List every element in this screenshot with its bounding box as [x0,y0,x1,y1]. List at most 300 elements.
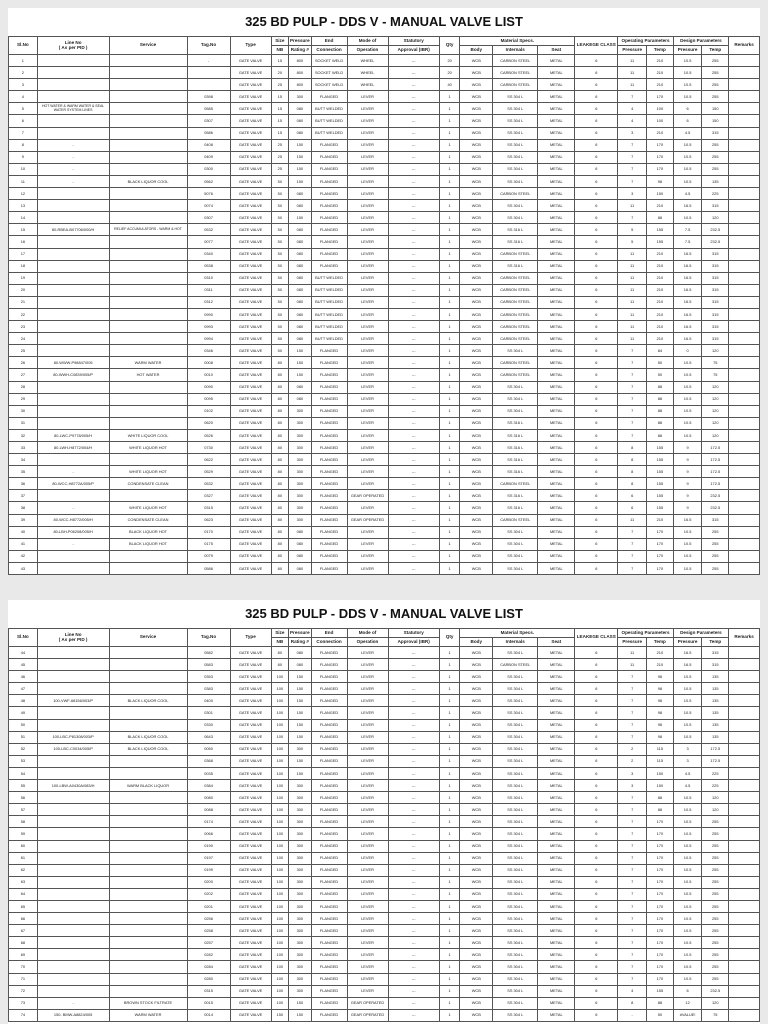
cell-size: 100 [271,985,288,997]
cell-size: 100 [271,743,288,755]
cell-line-no: 100-LBW-A0430A/083/H [37,780,109,792]
cell-leakage-class: 6 [575,985,618,997]
cell-line-no: 80-WCC-H8772A/005/P [37,478,109,490]
cell-op-temp: 170 [647,973,674,985]
cell-design-temp: 135 [702,707,729,719]
cell-rating: 300 [289,454,312,466]
cell-mode-of-operation: LEVER [347,357,388,369]
cell-end-connection: FLANGED [311,876,347,888]
cell-qty: 1 [439,550,460,562]
cell-op-temp: 170 [647,562,674,574]
cell-seat: METAL [538,743,575,755]
cell-qty: 1 [439,284,460,296]
cell-tag-no: 0582 [187,647,230,659]
cell-type: GATE VALVE [230,671,271,683]
cell-slno: 63 [9,876,38,888]
cell-internals: SS 304 L [493,900,538,912]
cell-qty: 1 [439,115,460,127]
cell-design-temp: 315 [702,659,729,671]
cell-mode-of-operation: LEVER [347,755,388,767]
cell-rating: 300 [289,490,312,502]
cell-line-no [37,381,109,393]
cell-slno: 46 [9,671,38,683]
cell-design-temp: 255 [702,79,729,91]
cell-mode-of-operation: LEVER [347,224,388,236]
cell-seat: METAL [538,937,575,949]
cell-design-temp: 255 [702,816,729,828]
cell-qty: 1 [439,647,460,659]
cell-op-temp: 98 [647,707,674,719]
cell-body: WCB [460,792,493,804]
cell-qty: 1 [439,248,460,260]
cell-slno: 20 [9,284,38,296]
cell-internals: CARBON STEEL [493,79,538,91]
cell-line-no [37,683,109,695]
cell-design-pressure: 10.5 [673,212,702,224]
cell-statutory-approval: --- [388,345,439,357]
cell-op-pressure: 11 [618,272,647,284]
cell-qty: 1 [439,925,460,937]
cell-rating: 300 [289,888,312,900]
cell-tag-no: 0532 [187,224,230,236]
cell-statutory-approval: --- [388,562,439,574]
table-row [9,417,760,429]
cell-service [109,103,187,115]
cell-seat: METAL [538,308,575,320]
cell-op-pressure: 7 [618,91,647,103]
cell-body: WCB [460,55,493,67]
cell-body: WCB [460,888,493,900]
cell-design-temp: 232.5 [702,224,729,236]
cell-tag-no: 0015 [187,997,230,1009]
cell-slno: 66 [9,913,38,925]
cell-size: 80 [271,393,288,405]
cell-qty: 1 [439,743,460,755]
cell-leakage-class: 6 [575,840,618,852]
cell-mode-of-operation: LEVER [347,212,388,224]
cell-body: WCB [460,514,493,526]
cell-op-pressure: 11 [618,659,647,671]
cell-design-temp: 255 [702,888,729,900]
cell-internals: CARBON STEEL [493,514,538,526]
cell-service: WHITE LIQUOR HOT [109,466,187,478]
cell-slno: 62 [9,864,38,876]
cell-line-no [37,188,109,200]
cell-type: GATE VALVE [230,792,271,804]
cell-qty: 1 [439,985,460,997]
cell-service [109,913,187,925]
col-header-material-specs: Material Specs. [460,629,575,638]
cell-statutory-approval: --- [388,115,439,127]
cell-line-no [37,816,109,828]
cell-type: GATE VALVE [230,284,271,296]
cell-size: 50 [271,200,288,212]
cell-internals: SS 316 L [493,260,538,272]
cell-op-pressure: 7 [618,369,647,381]
cell-leakage-class: 6 [575,454,618,466]
cell-seat: METAL [538,272,575,284]
cell-design-temp: 120 [702,345,729,357]
cell-rating: 150 [289,163,312,175]
cell-body: WCB [460,248,493,260]
cell-op-pressure: 11 [618,296,647,308]
cell-mode-of-operation: LEVER [347,429,388,441]
cell-design-temp: 255 [702,864,729,876]
cell-service [109,79,187,91]
cell-type: GATE VALVE [230,937,271,949]
cell-slno: 60 [9,840,38,852]
cell-size: 100 [271,816,288,828]
cell-line-no [37,115,109,127]
cell-rating: 080 [289,647,312,659]
cell-tag-no: 0307 [187,115,230,127]
cell-type: GATE VALVE [230,852,271,864]
cell-op-pressure: 7 [618,345,647,357]
col-header-line-no: Line No ( As per PID ) [37,629,109,647]
cell-service [109,248,187,260]
sheet-page-2 [8,600,760,1024]
table-row [9,163,760,175]
cell-leakage-class: 6 [575,562,618,574]
cell-qty: 1 [439,538,460,550]
cell-remarks [729,308,760,320]
cell-seat: METAL [538,804,575,816]
cell-slno: 43 [9,562,38,574]
cell-end-connection: FLANGED [311,526,347,538]
cell-mode-of-operation: LEVER [347,973,388,985]
cell-service: HOT WATER [109,369,187,381]
cell-leakage-class: 6 [575,828,618,840]
cell-internals: SS 316 L [493,224,538,236]
cell-op-pressure: 7 [618,357,647,369]
cell-rating: 150 [289,357,312,369]
cell-qty: 1 [439,913,460,925]
cell-slno: 64 [9,888,38,900]
cell-tag-no: 0257 [187,937,230,949]
cell-slno: 72 [9,985,38,997]
cell-internals: SS 304 L [493,925,538,937]
cell-type: GATE VALVE [230,369,271,381]
cell-service [109,550,187,562]
cell-size: 100 [271,683,288,695]
cell-op-pressure: 7 [618,852,647,864]
cell-mode-of-operation: LEVER [347,961,388,973]
cell-service [109,236,187,248]
cell-mode-of-operation: LEVER [347,381,388,393]
cell-op-pressure: 7 [618,139,647,151]
cell-line-no [37,308,109,320]
cell-statutory-approval: --- [388,671,439,683]
cell-seat: METAL [538,55,575,67]
cell-design-pressure: 4.5 [673,188,702,200]
cell-op-pressure: 7 [618,163,647,175]
cell-remarks [729,296,760,308]
cell-service: WARM BLACK LIQUOR [109,780,187,792]
cell-rating: 150 [289,151,312,163]
cell-qty: 1 [439,707,460,719]
cell-tag-no: 0353 [187,671,230,683]
cell-leakage-class: 6 [575,163,618,175]
cell-design-pressure: 7.5 [673,224,702,236]
cell-line-no [37,405,109,417]
table-row [9,792,760,804]
cell-rating: 300 [289,840,312,852]
table-row [9,296,760,308]
cell-type: GATE VALVE [230,200,271,212]
cell-line-no: 100-LBC-P81308/003/P [37,731,109,743]
cell-op-temp: 50 [647,1009,674,1021]
cell-internals: SS 304 L [493,828,538,840]
cell-type: GATE VALVE [230,526,271,538]
cell-tag-no: 0562 [187,175,230,187]
cell-op-temp: 210 [647,260,674,272]
cell-remarks [729,163,760,175]
cell-seat: METAL [538,478,575,490]
cell-end-connection: FLANGED [311,212,347,224]
cell-body: WCB [460,767,493,779]
cell-tag-no: 0035 [187,767,230,779]
cell-type: GATE VALVE [230,296,271,308]
cell-design-pressure: 10.5 [673,695,702,707]
table-row [9,405,760,417]
cell-design-pressure: 16.5 [673,321,702,333]
cell-body: WCB [460,731,493,743]
cell-slno: 69 [9,949,38,961]
cell-design-temp: 255 [702,949,729,961]
cell-service: CONDENSATE CLEAN [109,478,187,490]
cell-line-no [37,91,109,103]
cell-end-connection: FLANGED [311,985,347,997]
cell-tag-no: 0079 [187,550,230,562]
cell-tag-no: 0529 [187,466,230,478]
cell-body: WCB [460,743,493,755]
cell-op-temp: 98 [647,683,674,695]
cell-end-connection: FLANGED [311,780,347,792]
table-row [9,79,760,91]
cell-statutory-approval: --- [388,79,439,91]
cell-tag-no: 0280 [187,973,230,985]
cell-tag-no: - [187,55,230,67]
cell-body: WCB [460,212,493,224]
table-row [9,925,760,937]
cell-rating: 300 [289,478,312,490]
cell-leakage-class: 6 [575,719,618,731]
cell-seat: METAL [538,67,575,79]
cell-body: WCB [460,913,493,925]
cell-qty: 1 [439,369,460,381]
cell-rating: 150 [289,767,312,779]
cell-op-pressure: 8 [618,997,647,1009]
cell-op-pressure: 7 [618,526,647,538]
cell-design-pressure: 9 [673,478,702,490]
cell-design-temp: 315 [702,127,729,139]
cell-qty: 1 [439,997,460,1009]
cell-op-temp: 170 [647,888,674,900]
table-row [9,55,760,67]
cell-leakage-class: 6 [575,67,618,79]
cell-qty: 1 [439,937,460,949]
cell-rating: 300 [289,816,312,828]
cell-leakage-class: 6 [575,997,618,1009]
table-header [9,37,760,55]
col-header-operation: Operation [347,46,388,55]
cell-seat: METAL [538,369,575,381]
cell-slno: 33 [9,442,38,454]
cell-end-connection: BUTT WELDED [311,103,347,115]
cell-service [109,308,187,320]
cell-size: 15 [271,127,288,139]
cell-leakage-class: 6 [575,490,618,502]
cell-leakage-class: 6 [575,937,618,949]
cell-service: BLACK LIQUOR HOT [109,526,187,538]
cell-design-temp: 255 [702,961,729,973]
cell-design-pressure: 10.5 [673,562,702,574]
cell-body: WCB [460,442,493,454]
cell-design-pressure: 16.5 [673,308,702,320]
cell-remarks [729,345,760,357]
cell-design-pressure: 10.5 [673,792,702,804]
cell-mode-of-operation: LEVER [347,236,388,248]
cell-slno: 49 [9,707,38,719]
cell-op-temp: 88 [647,429,674,441]
cell-type: GATE VALVE [230,888,271,900]
cell-op-temp: 98 [647,719,674,731]
page-title: 325 BD PULP - DDS V - MANUAL VALVE LIST [245,606,523,621]
cell-tag-no: 0398 [187,91,230,103]
cell-rating: 080 [289,333,312,345]
cell-op-pressure: 7 [618,804,647,816]
cell-size: 100 [271,961,288,973]
cell-leakage-class: 6 [575,103,618,115]
cell-tag-no: 0197 [187,852,230,864]
cell-internals: SS 304 L [493,731,538,743]
cell-type: GATE VALVE [230,417,271,429]
cell-remarks [729,369,760,381]
cell-body: WCB [460,272,493,284]
cell-leakage-class: 6 [575,357,618,369]
cell-line-no [37,236,109,248]
cell-remarks [729,961,760,973]
cell-seat: METAL [538,767,575,779]
cell-statutory-approval: --- [388,260,439,272]
cell-slno: 7 [9,127,38,139]
cell-service [109,260,187,272]
cell-seat: METAL [538,151,575,163]
cell-type: GATE VALVE [230,321,271,333]
cell-op-pressure: 7 [618,151,647,163]
cell-qty: 1 [439,780,460,792]
cell-rating: 080 [289,296,312,308]
cell-design-pressure: 10.5 [673,369,702,381]
cell-leakage-class: 6 [575,296,618,308]
cell-design-temp: 255 [702,913,729,925]
cell-type: GATE VALVE [230,719,271,731]
cell-seat: METAL [538,490,575,502]
cell-op-temp: 88 [647,417,674,429]
cell-op-pressure: 7 [618,792,647,804]
cell-leakage-class: 6 [575,429,618,441]
cell-service [109,961,187,973]
cell-remarks [729,828,760,840]
cell-tag-no: 0993 [187,321,230,333]
cell-internals: SS 304 L [493,755,538,767]
cell-leakage-class: 6 [575,647,618,659]
cell-tag-no: 0330 [187,719,230,731]
cell-statutory-approval: --- [388,647,439,659]
cell-type: GATE VALVE [230,780,271,792]
cell-statutory-approval: --- [388,103,439,115]
cell-end-connection: BUTT WELDED [311,333,347,345]
cell-remarks [729,695,760,707]
cell-end-connection: FLANGED [311,647,347,659]
cell-line-no: 80-LWH-H8772/004/H [37,442,109,454]
cell-internals: CARBON STEEL [493,248,538,260]
cell-statutory-approval: --- [388,828,439,840]
cell-mode-of-operation: LEVER [347,115,388,127]
cell-size: 80 [271,514,288,526]
col-header-qty: Qty [439,629,460,647]
cell-slno: 56 [9,792,38,804]
table-row [9,369,760,381]
cell-statutory-approval: --- [388,538,439,550]
col-header-nb: NB [271,46,288,55]
cell-design-pressure: 16.5 [673,200,702,212]
cell-statutory-approval: --- [388,973,439,985]
cell-seat: METAL [538,115,575,127]
cell-tag-no: 0301 [187,707,230,719]
cell-end-connection: FLANGED [311,755,347,767]
cell-op-temp: 100 [647,103,674,115]
cell-size: 50 [271,188,288,200]
cell-statutory-approval: --- [388,780,439,792]
cell-seat: METAL [538,949,575,961]
cell-body: WCB [460,466,493,478]
cell-internals: SS 304 L [493,526,538,538]
cell-design-pressure: 10.5 [673,683,702,695]
cell-body: WCB [460,816,493,828]
cell-size: 80 [271,429,288,441]
cell-tag-no: 0532 [187,478,230,490]
cell-statutory-approval: --- [388,272,439,284]
cell-internals: SS 304 L [493,961,538,973]
cell-end-connection: FLANGED [311,973,347,985]
cell-op-pressure: 7 [618,731,647,743]
cell-statutory-approval: --- [388,308,439,320]
cell-leakage-class: 6 [575,671,618,683]
cell-op-temp: 170 [647,937,674,949]
cell-internals: SS 304 L [493,816,538,828]
cell-service [109,949,187,961]
cell-mode-of-operation: WHEEL [347,79,388,91]
cell-tag-no: 0008 [187,357,230,369]
table-row [9,997,760,1009]
cell-service [109,767,187,779]
cell-type: GATE VALVE [230,743,271,755]
cell-end-connection: FLANGED [311,381,347,393]
col-header-op-temp: Temp [647,46,674,55]
cell-design-pressure: 10.5 [673,91,702,103]
cell-leakage-class: 6 [575,91,618,103]
cell-op-pressure: 11 [618,200,647,212]
cell-end-connection: FLANGED [311,731,347,743]
cell-service: BROWN STOCK FILTRATE [109,997,187,1009]
cell-mode-of-operation: LEVER [347,272,388,284]
cell-type: GATE VALVE [230,103,271,115]
cell-seat: METAL [538,707,575,719]
cell-service [109,393,187,405]
cell-design-temp: 120 [702,381,729,393]
cell-service [109,345,187,357]
